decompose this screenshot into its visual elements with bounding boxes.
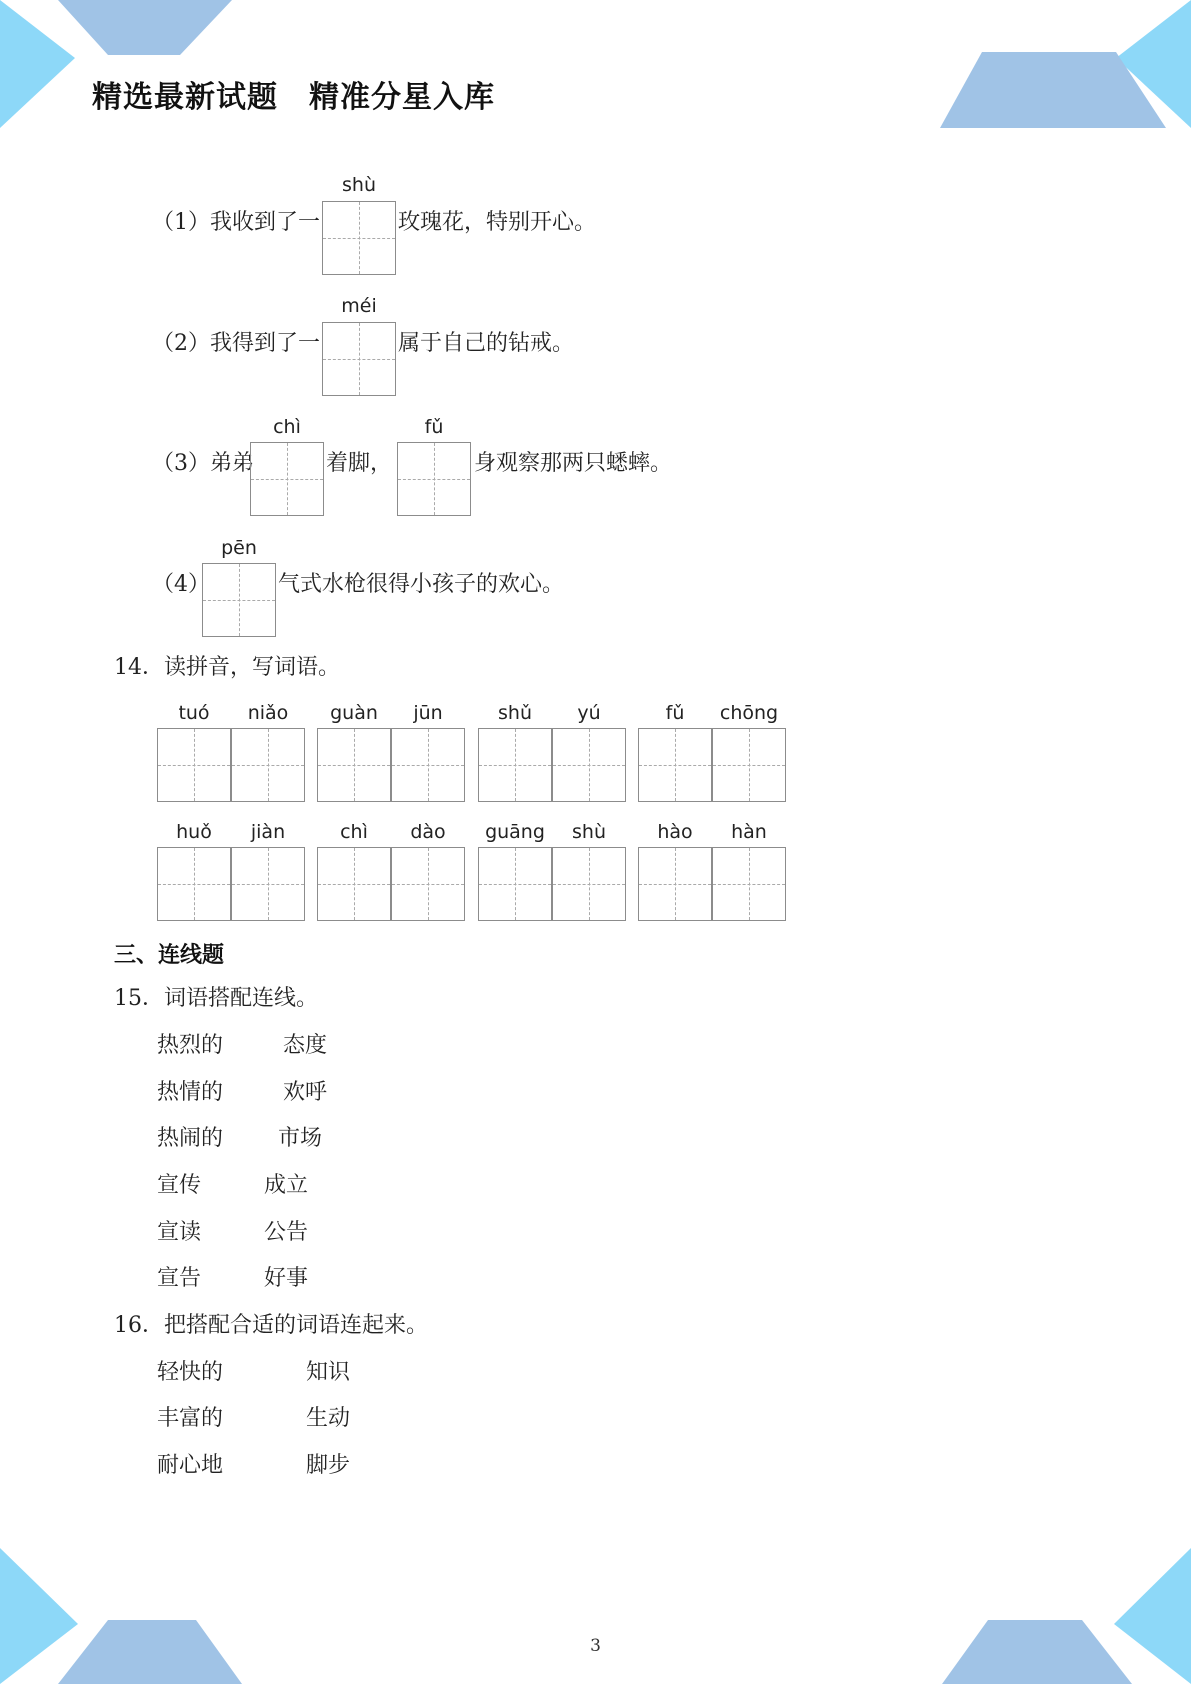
q13-item-2-number: （2） — [152, 331, 210, 356]
q15-left-1[interactable]: 热烈的 — [157, 1033, 224, 1058]
q13-item-3-writing-box-2[interactable] — [397, 442, 471, 516]
q15-left-5[interactable]: 宣读 — [157, 1220, 202, 1245]
q15-left-6[interactable]: 宣告 — [157, 1266, 202, 1291]
q14-writing-box[interactable] — [157, 728, 231, 802]
q14-writing-box[interactable] — [478, 847, 552, 921]
q13-item-4-number: （4） — [152, 572, 210, 597]
q14-pinyin-label: hàn — [731, 821, 767, 843]
q13-item-3-writing-box-1[interactable] — [250, 442, 324, 516]
q15-heading — [114, 985, 318, 1013]
q16-left-1[interactable]: 轻快的 — [157, 1360, 224, 1385]
q13-item-4-writing-box[interactable] — [202, 563, 276, 637]
q15-number: 15． — [114, 986, 164, 1011]
q16-heading — [114, 1312, 428, 1340]
q14-number: 14． — [114, 655, 164, 680]
top-left-trapezoid — [58, 0, 232, 55]
q14-writing-box[interactable] — [712, 847, 786, 921]
q15-right-2[interactable]: 欢呼 — [283, 1080, 328, 1105]
section-3-title: 三、连线题 — [114, 943, 225, 968]
q13-item-2-pinyin: méi — [341, 295, 377, 317]
q13-item-1-after: 玫瑰花，特别开心。 — [398, 210, 597, 235]
q13-item-1-writing-box[interactable] — [322, 201, 396, 275]
q14-writing-box[interactable] — [712, 728, 786, 802]
q14-pinyin-label: jiàn — [250, 821, 286, 843]
q15-left-2[interactable]: 热情的 — [157, 1080, 224, 1105]
q15-left-3[interactable]: 热闹的 — [157, 1126, 224, 1151]
q14-writing-box[interactable] — [231, 728, 305, 802]
q13-item-1-before: 我收到了一 — [210, 210, 321, 235]
q14-pinyin-label: guāng — [485, 821, 545, 843]
q16-right-2[interactable]: 生动 — [306, 1406, 351, 1431]
q14-writing-box[interactable] — [638, 728, 712, 802]
q15-right-1[interactable]: 态度 — [283, 1033, 328, 1058]
q14-pinyin-label: chì — [340, 821, 368, 843]
q13-item-2-after: 属于自己的钻戒。 — [398, 331, 575, 356]
q13-item-1-text — [152, 209, 320, 237]
q13-item-4-pinyin: pēn — [221, 537, 257, 559]
q15-left-4[interactable]: 宣传 — [157, 1173, 202, 1198]
q14-writing-box[interactable] — [638, 847, 712, 921]
header-title: 精选最新试题 精准分星入库 — [92, 80, 495, 115]
q14-pinyin-label: fǔ — [665, 702, 685, 724]
q15-right-6[interactable]: 好事 — [264, 1266, 309, 1291]
q14-writing-box[interactable] — [231, 847, 305, 921]
q15-right-3[interactable]: 市场 — [278, 1126, 323, 1151]
q13-item-3-pinyin-1: chì — [273, 416, 301, 438]
q14-pinyin-label: huǒ — [176, 821, 212, 843]
q14-prompt: 读拼音，写词语。 — [164, 655, 341, 680]
q13-item-1-number: （1） — [152, 210, 210, 235]
page-number: 3 — [590, 1636, 601, 1656]
top-left-triangle — [0, 0, 75, 128]
q14-pinyin-label: jūn — [413, 702, 443, 724]
q16-right-3[interactable]: 脚步 — [306, 1453, 351, 1478]
q15-right-5[interactable]: 公告 — [264, 1220, 309, 1245]
q13-item-3-number: （3） — [152, 451, 210, 476]
q16-left-3[interactable]: 耐心地 — [157, 1453, 224, 1478]
q13-item-3-pinyin-2: fǔ — [424, 416, 444, 438]
q14-pinyin-label: shù — [572, 821, 606, 843]
q16-prompt: 把搭配合适的词语连起来。 — [164, 1313, 429, 1338]
q15-prompt: 词语搭配连线。 — [164, 986, 319, 1011]
q16-left-2[interactable]: 丰富的 — [157, 1406, 224, 1431]
q13-item-3-after: 身观察那两只蟋蟀。 — [474, 451, 673, 476]
bottom-right-triangle — [1114, 1548, 1191, 1684]
q15-right-4[interactable]: 成立 — [264, 1173, 309, 1198]
q14-pinyin-label: yú — [577, 702, 601, 724]
q14-pinyin-label: chōng — [719, 702, 779, 724]
q14-writing-box[interactable] — [478, 728, 552, 802]
q13-item-2-before: 我得到了一 — [210, 331, 321, 356]
q13-item-2-writing-box[interactable] — [322, 322, 396, 396]
bottom-left-triangle — [0, 1548, 78, 1684]
q14-pinyin-label: dào — [410, 821, 446, 843]
q13-item-2-text — [152, 330, 320, 358]
q14-writing-box[interactable] — [552, 728, 626, 802]
q14-writing-box[interactable] — [157, 847, 231, 921]
q14-writing-box[interactable] — [552, 847, 626, 921]
q13-item-3-text — [152, 450, 254, 478]
q14-pinyin-label: shǔ — [498, 702, 532, 724]
q13-item-3-before: 弟弟 — [210, 451, 255, 476]
q14-writing-box[interactable] — [391, 847, 465, 921]
q14-heading — [114, 654, 340, 682]
q14-pinyin-label: niǎo — [247, 702, 289, 724]
q13-item-3-middle: 着脚， — [326, 451, 393, 476]
q14-pinyin-label: tuó — [178, 702, 210, 724]
q16-number: 16． — [114, 1313, 164, 1338]
q14-pinyin-label: hào — [657, 821, 693, 843]
q14-pinyin-label: guàn — [330, 702, 378, 724]
q14-writing-box[interactable] — [317, 847, 391, 921]
q13-item-1-pinyin: shù — [342, 174, 376, 196]
q16-right-1[interactable]: 知识 — [306, 1360, 351, 1385]
q14-writing-box[interactable] — [317, 728, 391, 802]
q14-writing-box[interactable] — [391, 728, 465, 802]
q13-item-4-after: 气式水枪很得小孩子的欢心。 — [278, 572, 565, 597]
